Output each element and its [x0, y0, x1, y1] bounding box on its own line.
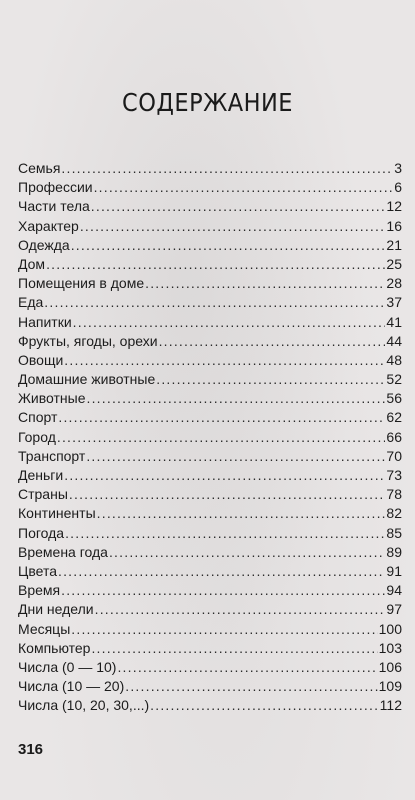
- toc-entry-page: 78: [386, 486, 402, 503]
- toc-entry-page: 37: [386, 294, 402, 311]
- toc-entry: [18, 581, 402, 600]
- dot-leader: [125, 677, 377, 696]
- toc-entry-title: Транспорт: [18, 447, 86, 464]
- page-number: 316: [18, 741, 44, 758]
- dot-leader: [91, 197, 386, 216]
- toc-entry: [18, 600, 402, 619]
- dot-leader: [58, 562, 385, 581]
- toc-entry-page: 89: [386, 543, 402, 560]
- dot-leader: [64, 351, 385, 370]
- toc-entry: [18, 313, 402, 332]
- toc-entry-page: 109: [378, 678, 402, 695]
- toc-entry: [18, 620, 402, 639]
- toc-entry-title: Погода: [18, 524, 65, 541]
- toc-entry-title: Спорт: [18, 409, 58, 426]
- toc-entry: [18, 562, 402, 581]
- toc-entry-page: 100: [378, 620, 402, 637]
- toc-entry: [18, 159, 402, 178]
- toc-entry-page: 94: [386, 582, 402, 599]
- toc-entry-title: Части тела: [18, 198, 90, 215]
- toc-entry: [18, 466, 402, 485]
- toc-entry-title: Помещения в доме: [18, 275, 145, 292]
- toc-entry: [18, 389, 402, 408]
- toc-entry-page: 12: [386, 198, 402, 215]
- toc-entry: [18, 332, 402, 351]
- toc-entry-page: 112: [379, 697, 402, 714]
- toc-entry-title: Страны: [18, 486, 68, 503]
- toc-entry-page: 3: [394, 160, 402, 176]
- toc-entry: [18, 658, 402, 677]
- toc-entry: [18, 178, 402, 197]
- toc-entry-page: 52: [386, 371, 402, 388]
- toc-entry-page: 85: [386, 524, 402, 541]
- toc-entry-page: 56: [386, 390, 402, 407]
- toc-entry-title: Дни недели: [18, 601, 94, 618]
- toc-entry-page: 41: [386, 313, 402, 330]
- toc-entry-title: Дом: [18, 255, 46, 272]
- dot-leader: [46, 255, 385, 274]
- toc-entry: [18, 428, 402, 447]
- dot-leader: [159, 332, 386, 351]
- dot-leader: [94, 178, 394, 197]
- toc-entry: [18, 639, 402, 658]
- toc-entry: [18, 293, 402, 312]
- dot-leader: [71, 236, 386, 255]
- toc-entry-title: Овощи: [18, 351, 64, 368]
- dot-leader: [61, 159, 393, 178]
- dot-leader: [109, 543, 385, 562]
- toc-entry-title: Времена года: [18, 543, 108, 560]
- toc-entry-title: Фрукты, ягоды, орехи: [18, 332, 158, 349]
- dot-leader: [87, 389, 386, 408]
- toc-entry-title: Домашние животные: [18, 371, 156, 388]
- toc-entry-title: Время: [18, 582, 61, 599]
- toc-entry: [18, 524, 402, 543]
- toc-entry-page: 106: [378, 658, 402, 675]
- dot-leader: [156, 370, 385, 389]
- toc-entry-title: Характер: [18, 217, 79, 234]
- toc-entry: [18, 408, 402, 427]
- toc-entry-title: Профессии: [18, 179, 93, 196]
- toc-entry-page: 16: [386, 217, 402, 234]
- toc-entry-page: 6: [394, 179, 402, 196]
- toc-entry-page: 62: [386, 409, 402, 426]
- toc-entry-page: 66: [386, 428, 402, 445]
- dot-leader: [57, 428, 386, 447]
- toc-entry: [18, 351, 402, 370]
- toc-entry: [18, 543, 402, 562]
- toc-entry-title: Еда: [18, 294, 44, 311]
- toc-entry-title: Числа (0 — 10): [18, 658, 117, 675]
- dot-leader: [86, 447, 385, 466]
- page-title: СОДЕРЖАНИЕ: [122, 88, 293, 117]
- dot-leader: [91, 639, 377, 658]
- toc-entry-page: 28: [386, 275, 402, 292]
- toc-entry-page: 48: [386, 351, 402, 368]
- toc-entry-page: 70: [386, 447, 402, 464]
- table-of-contents: [18, 159, 402, 715]
- dot-leader: [58, 408, 385, 427]
- dot-leader: [69, 485, 386, 504]
- dot-leader: [44, 293, 385, 312]
- toc-entry: [18, 236, 402, 255]
- toc-entry-title: Компьютер: [18, 639, 91, 656]
- toc-entry-title: Цвета: [18, 562, 57, 579]
- toc-entry-title: Числа (10, 20, 30,...): [18, 697, 150, 714]
- toc-entry-page: 82: [386, 505, 402, 522]
- dot-leader: [73, 313, 386, 332]
- toc-entry: [18, 197, 402, 216]
- toc-entry: [18, 504, 402, 523]
- dot-leader: [64, 466, 385, 485]
- dot-leader: [71, 620, 377, 639]
- toc-entry: [18, 677, 402, 696]
- toc-entry: [18, 447, 402, 466]
- toc-entry-page: 97: [386, 601, 402, 618]
- toc-entry-page: 73: [386, 467, 402, 483]
- dot-leader: [61, 581, 385, 600]
- toc-entry-title: Семья: [18, 160, 61, 176]
- toc-entry-title: Деньги: [18, 467, 64, 483]
- dot-leader: [95, 600, 386, 619]
- toc-entry-title: Одежда: [18, 236, 70, 253]
- toc-entry-title: Напитки: [18, 313, 72, 330]
- toc-entry: [18, 696, 402, 715]
- toc-entry-page: 25: [386, 255, 402, 272]
- dot-leader: [65, 524, 385, 543]
- toc-entry-page: 103: [378, 639, 402, 656]
- toc-entry: [18, 370, 402, 389]
- dot-leader: [80, 217, 386, 236]
- toc-entry: [18, 274, 402, 293]
- toc-entry-page: 91: [386, 562, 402, 579]
- toc-entry-title: Числа (10 — 20): [18, 678, 125, 695]
- dot-leader: [97, 504, 386, 523]
- toc-entry-page: 21: [386, 236, 402, 253]
- toc-entry-page: 44: [386, 332, 402, 349]
- dot-leader: [150, 696, 379, 715]
- toc-entry-title: Континенты: [18, 505, 96, 522]
- dot-leader: [145, 274, 385, 293]
- toc-entry: [18, 485, 402, 504]
- toc-entry-title: Город: [18, 428, 56, 445]
- toc-entry: [18, 255, 402, 274]
- toc-entry-title: Месяцы: [18, 620, 71, 637]
- toc-entry: [18, 217, 402, 236]
- dot-leader: [117, 658, 377, 677]
- toc-entry-title: Животные: [18, 390, 86, 407]
